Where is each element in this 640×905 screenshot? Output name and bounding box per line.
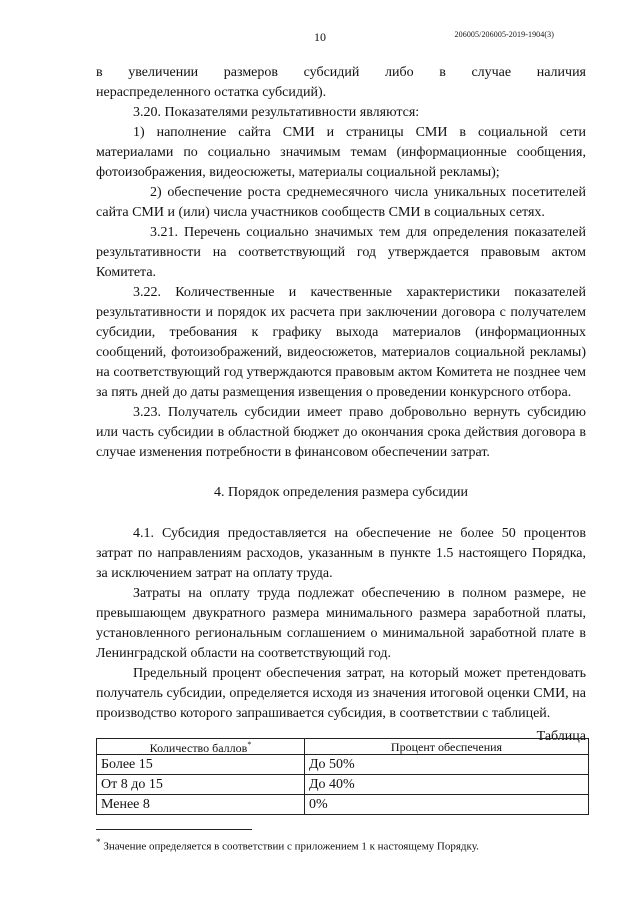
table-cell-percent: До 50%	[305, 755, 589, 775]
table-row	[97, 775, 589, 795]
section-heading: 4. Порядок определения размера субсидии	[213, 485, 469, 500]
table-cell-score: От 8 до 15	[97, 775, 305, 795]
paragraph-3-20: 3.20. Показателями результативности являются:	[133, 105, 420, 120]
document-body	[96, 63, 586, 747]
table-cell-percent: 0%	[305, 795, 589, 815]
score-table	[96, 738, 589, 815]
page-number: 10	[314, 30, 326, 44]
paragraph-3-23: 3.23. Получатель субсидии имеет право добровольно вернуть субсидию или часть субсидии в областной бюджет до окончания срока действия договора в случае изменения потребности в финансовом обеспечении затрат.	[96, 405, 586, 460]
footnote-text: Значение определяется в соответствии с приложением 1 к настоящему Порядку.	[103, 840, 479, 853]
table-cell-score: Менее 8	[97, 795, 305, 815]
paragraph-continued: в увеличении размеров субсидий либо в случае наличия	[96, 65, 586, 80]
footnote-divider	[96, 829, 252, 830]
table-header-percent: Процент обеспечения	[305, 739, 589, 755]
paragraph-3-22: 3.22. Количественные и качественные характеристики показателей результативности и порядок их расчета при заключении договора с получателем субсидии, требования к графику выхода материалов (информационных сообщений, фотоизображений, видеосюжетов, материалов социальной рекламы) на соответствующий год утверждаются правовым актом Комитета не позднее чем за пять дней до даты размещения извещения о проведении конкурсного отбора.	[96, 285, 586, 400]
paragraph-limit-percent: Предельный процент обеспечения затрат, на который может претендовать получатель субсидии, определяется исходя из значения итоговой оценки СМИ, на производство которого запрашивается субсидия, в соответствии с таблицей.	[96, 666, 586, 721]
table-label: Таблица	[536, 729, 586, 744]
table-header-score: Количество баллов*	[97, 739, 305, 755]
table-cell-score: Более 15	[97, 755, 305, 775]
paragraph-3-20-item-2: 2) обеспечение роста среднемесячного числа уникальных посетителей сайта СМИ и (или) числа участников сообществ СМИ в социальных сетях.	[96, 185, 586, 220]
document-number: 206005/206005-2019-1904(3)	[454, 30, 554, 39]
paragraph-3-20-item-1: 1) наполнение сайта СМИ и страницы СМИ в социальной сети материалами по социально значимым темам (информационные сообщения, фотоизображения, видеосюжеты, материалы социальной рекламы);	[96, 125, 586, 180]
paragraph-labor-costs: Затраты на оплату труда подлежат обеспечению в полном размере, не превышающем двукратного размера минимального размера заработной платы, установленного региональным соглашением о минимальной заработной плате в Ленинградской области на соответствующий год.	[96, 586, 586, 661]
footnote-marker: *	[247, 740, 252, 749]
table-header-row	[97, 739, 589, 755]
table-cell-percent: До 40%	[305, 775, 589, 795]
table-row	[97, 795, 589, 815]
paragraph-continued-end: нераспределенного остатка субсидий).	[96, 85, 327, 100]
paragraph-3-21: 3.21. Перечень социально значимых тем для определения показателей результативности на соответствующий год утверждается правовым актом Комитета.	[96, 225, 586, 280]
paragraph-4-1: 4.1. Субсидия предоставляется на обеспечение не более 50 процентов затрат по направлениям расходов, указанным в пункте 1.5 настоящего Порядка, за исключением затрат на оплату труда.	[96, 526, 586, 581]
table-row	[97, 755, 589, 775]
footnote-marker: *	[96, 837, 101, 847]
footnote	[96, 835, 596, 854]
